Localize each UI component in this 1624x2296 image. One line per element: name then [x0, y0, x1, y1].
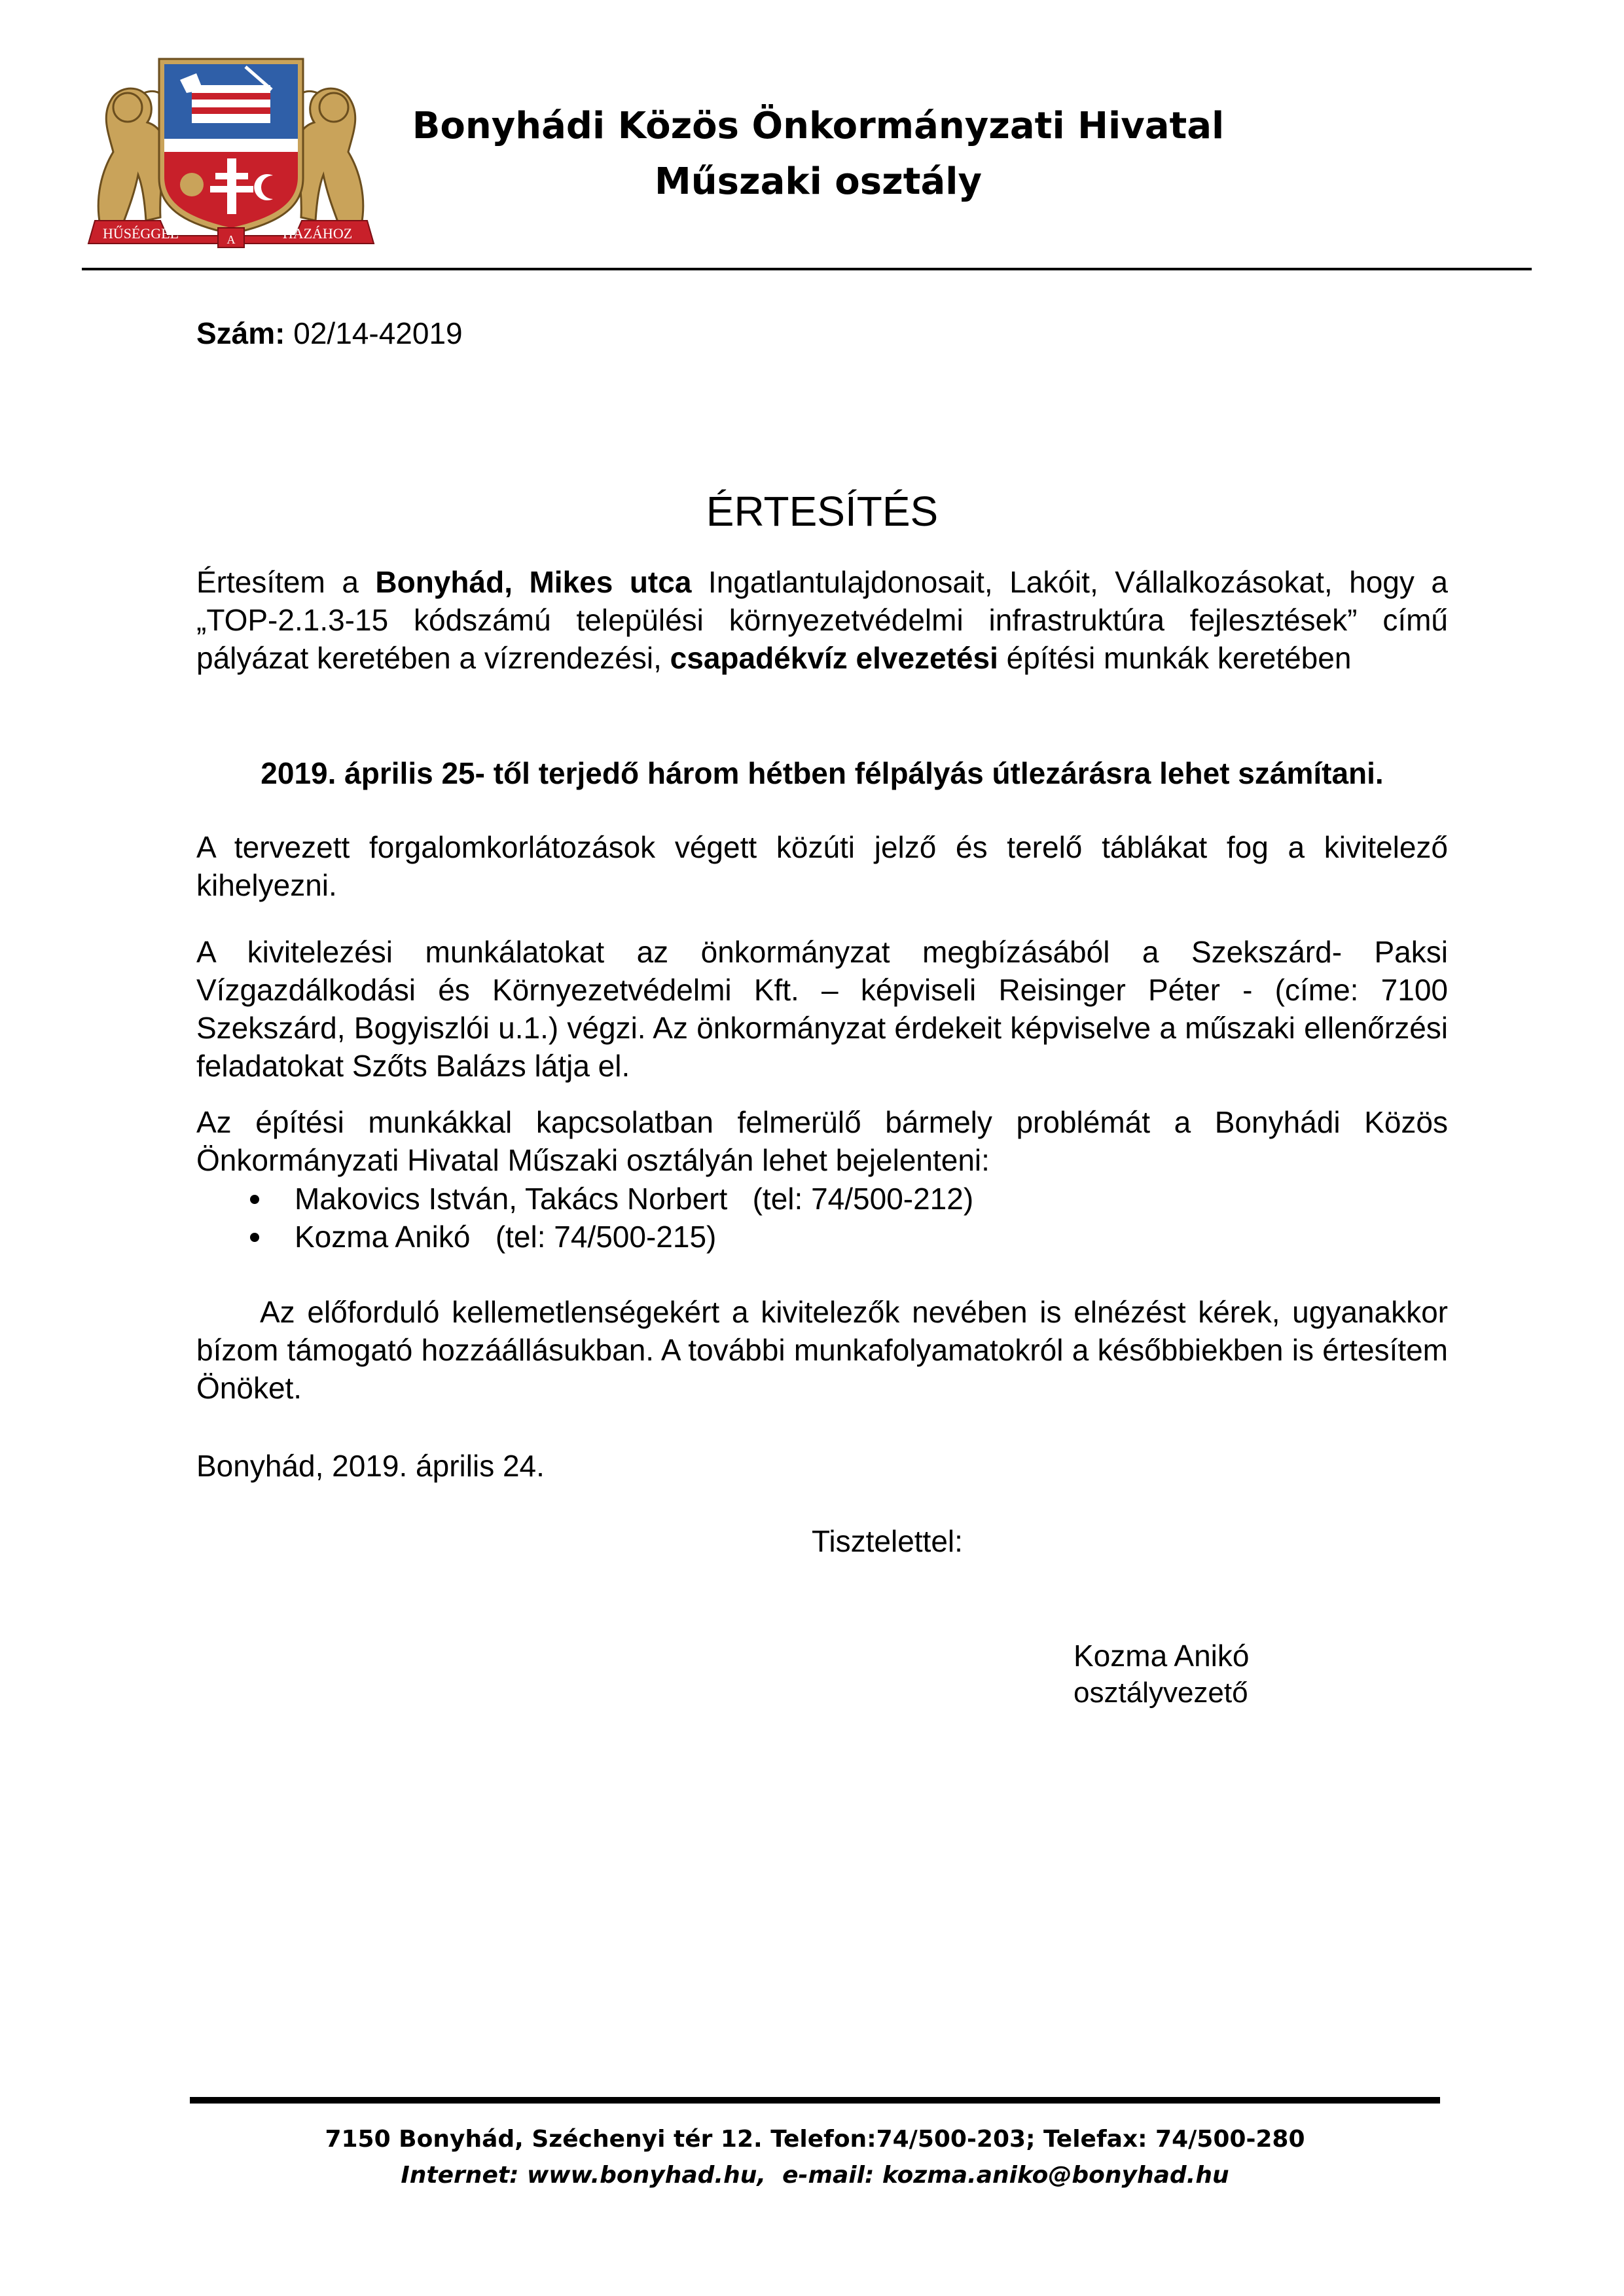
list-item [242, 1180, 973, 1218]
intro-bold-works: csapadékvíz elvezetési [670, 641, 998, 675]
left-lion [98, 88, 168, 225]
bullet-icon [250, 1195, 259, 1204]
contact-text: Kozma Anikó (tel: 74/500-215) [295, 1220, 717, 1254]
document-title: ÉRTESÍTÉS [706, 488, 939, 535]
reference-value: 02/14-42019 [293, 316, 463, 350]
apology-paragraph: Az előforduló kellemetlenségekért a kivitelezők nevében is elnézést kérek, ugyanakkor bízom támogató hozzáállásukban. A további munkafolyamatokról a későbbiekben is értesítem Önöket. [196, 1295, 1448, 1405]
signer-name: Kozma Anikó [1074, 1639, 1250, 1673]
reference-label: Szám: [196, 316, 285, 350]
motto-right: HAZÁHOZ [282, 225, 353, 242]
intro-text-2: Ingatlantulajdonosait, Lakóit, Vállalkozásokat, hogy a „TOP-2.1.3-15 kódszámú települési környezetvédelmi infrastruktúra fejlesztések” című pályázat keretében a vízrendezési, [196, 565, 1448, 675]
shield [159, 59, 303, 234]
intro-text-3: építési munkák keretében [998, 641, 1352, 675]
intro-bold-street: Bonyhád, Mikes utca [375, 565, 692, 599]
traffic-signs-paragraph: A tervezett forgalomkorlátozások végett közúti jelző és terelő táblákat fog a kivitelező kihelyezni. [196, 830, 1448, 902]
list-item [242, 1218, 973, 1256]
motto-mid: A [226, 233, 236, 246]
footer-address: 7150 Bonyhád, Széchenyi tér 12. Telefon:74/500-203; Telefax: 74/500-280 [325, 2126, 1305, 2153]
footer-contact: Internet: www.bonyhad.hu, e-mail: kozma.aniko@bonyhad.hu [401, 2162, 1229, 2189]
place-and-date: Bonyhád, 2019. április 24. [196, 1449, 545, 1483]
footer-divider [190, 2097, 1440, 2104]
road-closure-notice: 2019. április 25- től terjedő három hétben félpályás útlezárásra lehet számítani. [261, 756, 1384, 790]
department-name: Műszaki osztály [655, 160, 982, 203]
reporting-paragraph: Az építési munkákkal kapcsolatban felmerülő bármely problémát a Bonyhádi Közös Önkormányzati Hivatal Műszaki osztályán lehet bejelenteni: [196, 1105, 1448, 1177]
contact-text: Makovics István, Takács Norbert (tel: 74/500-212) [295, 1182, 974, 1216]
reference-number [196, 314, 463, 352]
coat-of-arms-logo [82, 54, 380, 250]
intro-paragraph [196, 563, 1448, 677]
signer-role: osztályvezető [1074, 1677, 1248, 1709]
contractor-paragraph: A kivitelezési munkálatokat az önkormányzat megbízásából a Szekszárd- Paksi Vízgazdálkodási és Környezetvédelmi Kft. – képviseli Reisinger Péter - (címe: 7100 Szekszárd, Bogyiszlói u.1.) végzi. Az önkormányzat érdekeit képviselve a műszaki ellenőrzési feladatokat Szőts Balázs látja el. [196, 935, 1448, 1083]
header-divider [82, 268, 1532, 270]
bullet-icon [250, 1233, 259, 1242]
motto-left: HŰSÉGGEL [102, 225, 179, 242]
closing-greeting: Tisztelettel: [812, 1524, 963, 1558]
intro-text-1: Értesítem a [196, 565, 376, 599]
organization-name: Bonyhádi Közös Önkormányzati Hivatal [412, 105, 1225, 147]
contact-list [242, 1180, 973, 1256]
